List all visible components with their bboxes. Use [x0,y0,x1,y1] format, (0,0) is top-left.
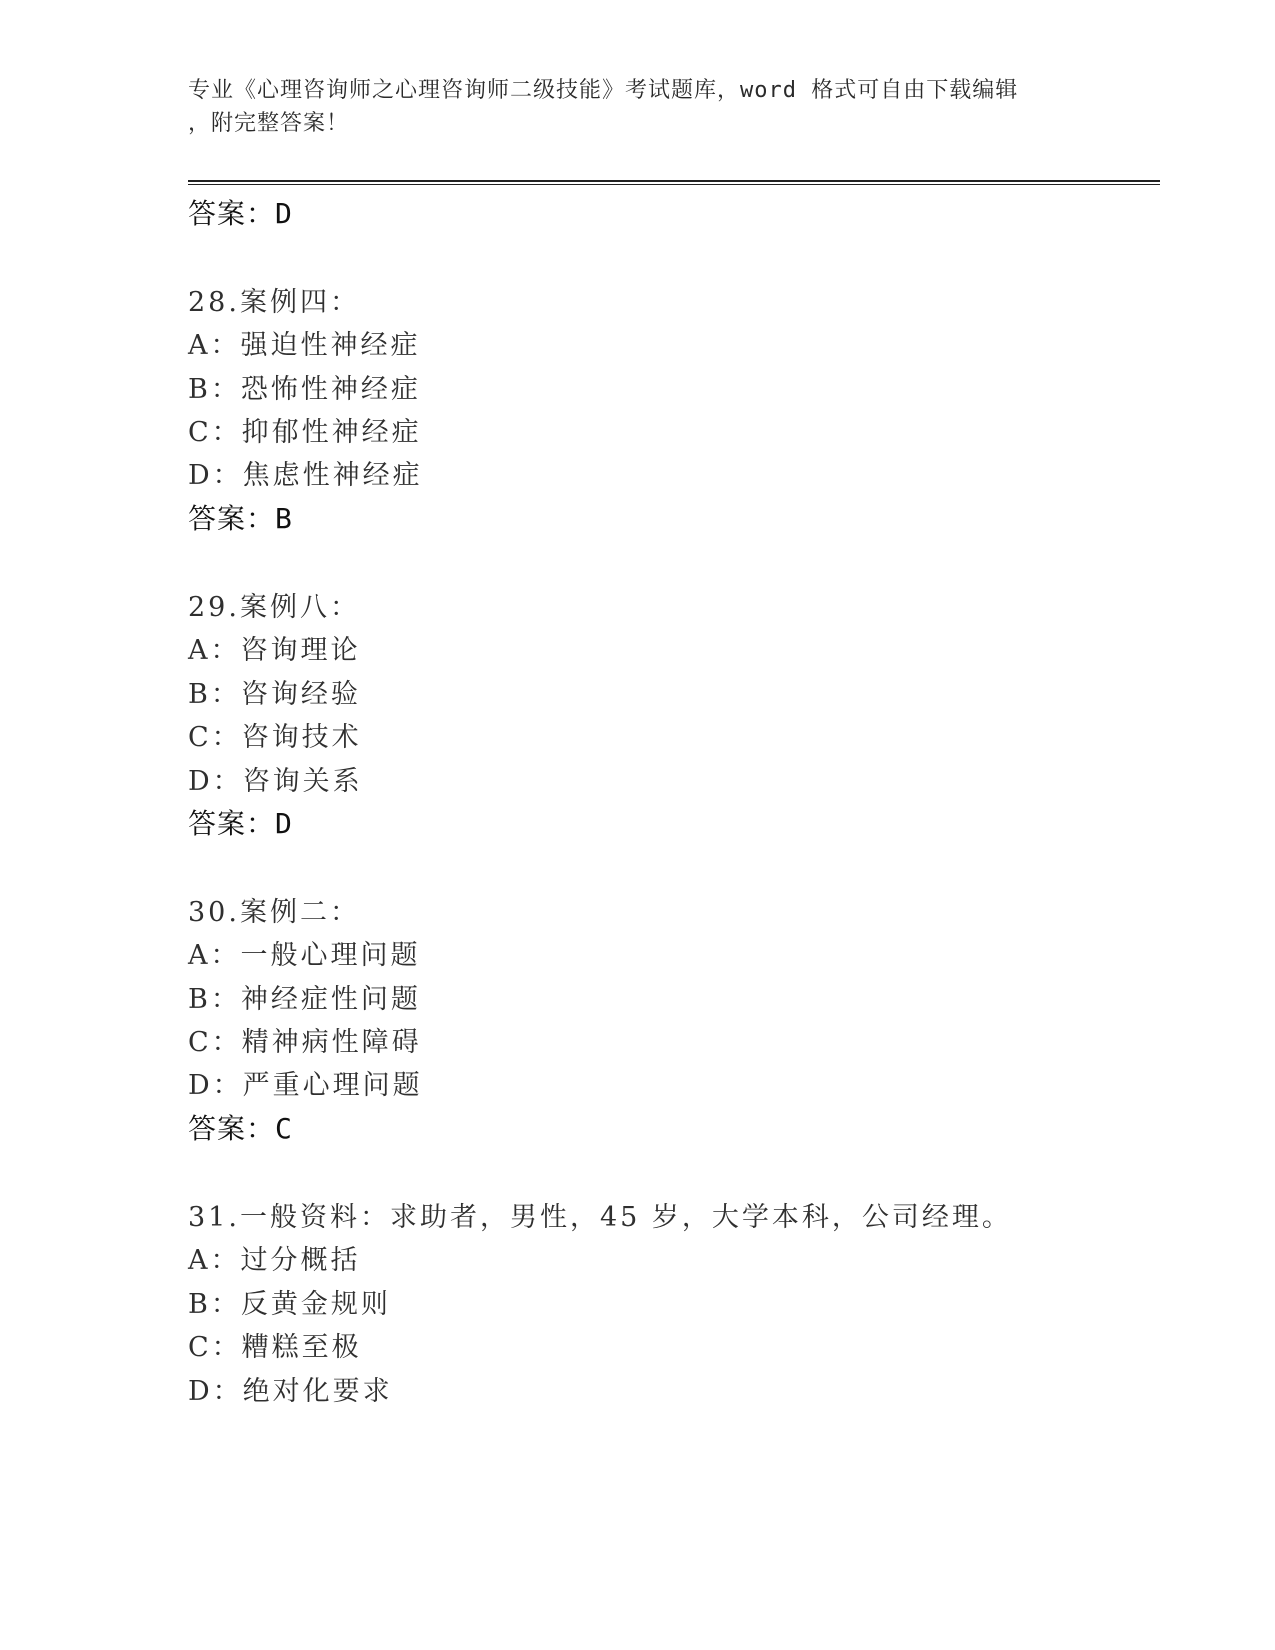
q31-option-d: D：绝对化要求 [188,1376,393,1407]
question-31: 31.一般资料：求助者，男性，45 岁，大学本科，公司经理。 [188,1202,1012,1233]
q31-option-a: A：过分概括 [188,1245,361,1276]
header-title-line-1: 专业《心理咨询师之心理咨询师二级技能》考试题库，word 格式可自由下载编辑 [188,78,1019,103]
q28-option-c: C：抑郁性神经症 [188,417,422,448]
q29-answer: 答案：D [188,807,293,840]
q29-option-d: D：咨询关系 [188,766,363,797]
q31-option-b: B：反黄金规则 [188,1289,391,1320]
q28-option-a: A：强迫性神经症 [188,330,421,361]
q30-option-b: B：神经症性问题 [188,984,421,1015]
answer-prev: 答案：D [188,197,293,230]
q28-answer: 答案：B [188,502,293,535]
q28-option-b: B：恐怖性神经症 [188,374,421,405]
question-28: 28.案例四： [188,287,360,318]
header-divider-thick [188,180,1160,182]
q30-option-d: D：严重心理问题 [188,1070,423,1101]
header-divider-thin [188,184,1160,185]
q30-answer: 答案：C [188,1112,293,1145]
q29-option-b: B：咨询经验 [188,679,361,710]
q30-option-c: C：精神病性障碍 [188,1027,422,1058]
q28-option-d: D：焦虑性神经症 [188,460,423,491]
question-30: 30.案例二： [188,897,360,928]
q29-option-c: C：咨询技术 [188,722,362,753]
q29-option-a: A：咨询理论 [188,635,361,666]
q30-option-a: A：一般心理问题 [188,940,421,971]
document-header [188,74,1088,140]
q31-option-c: C：糟糕至极 [188,1332,362,1363]
question-29: 29.案例八： [188,592,360,623]
header-title-line-2: ，附完整答案！ [188,111,350,136]
